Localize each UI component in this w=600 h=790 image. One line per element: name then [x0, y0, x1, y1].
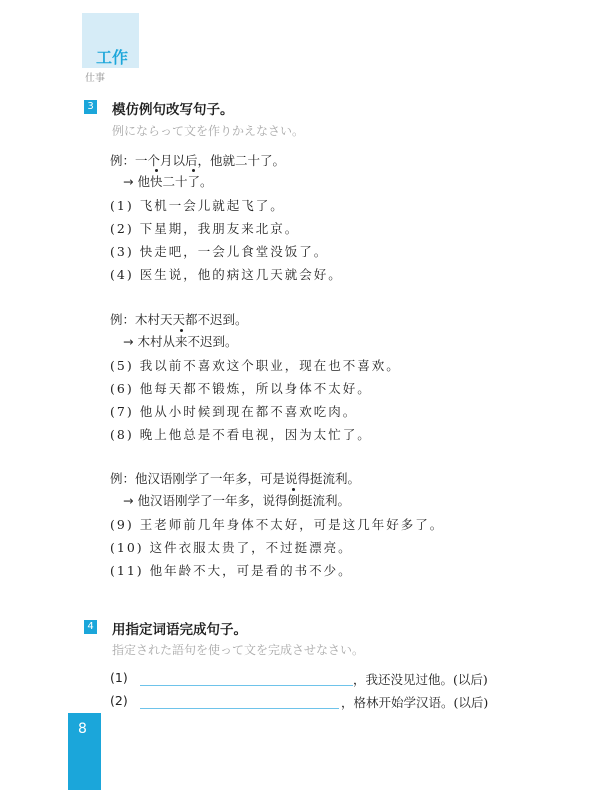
arrow-icon: →	[123, 174, 134, 189]
emphasis-dot: 来	[174, 334, 188, 349]
chapter-title: 工作	[96, 48, 129, 67]
section-3-number: 3	[84, 100, 97, 114]
emphasis-dot: 倒	[287, 493, 300, 508]
exercise-item-7: (7) 他从小时候到现在都不喜欢吃肉。	[110, 404, 358, 419]
chapter-subtitle: 仕事	[85, 73, 105, 84]
arrow-icon: →	[123, 493, 134, 508]
fill-item-2-number: (2)	[110, 693, 128, 708]
exercise-item-8: (8) 晚上他总是不看电视，因为太忙了。	[110, 427, 372, 442]
exercise-item-4: (4) 医生说，他的病这几天就会好。	[110, 267, 343, 282]
example-1-answer: → 他快二十了。	[123, 174, 213, 189]
exercise-item-9: (9) 王老师前几年身体不太好，可是这几年好多了。	[110, 517, 445, 532]
section-3-title: 模仿例句改写句子。	[112, 102, 234, 118]
section-3-instruction: 例にならって文を作りかえなさい。	[112, 124, 305, 138]
answer-blank-2[interactable]	[140, 708, 339, 709]
exercise-item-6: (6) 他每天都不锻炼，所以身体不太好。	[110, 381, 372, 396]
answer-blank-1[interactable]	[140, 685, 353, 686]
fill-item-2-text: ，格林开始学汉语。(以后)	[341, 695, 489, 710]
emphasis-dot: 快	[149, 174, 163, 189]
example-1: 例：一个月以后，他就二十了。	[110, 153, 286, 168]
example-3: 例：他汉语刚学了一年多，可是说得挺流利。	[110, 471, 361, 486]
example-2: 例：木村天天都不迟到。	[110, 312, 248, 327]
fill-item-1-text: ，我还没见过他。(以后)	[353, 672, 488, 687]
exercise-item-5: (5) 我以前不喜欢这个职业，现在也不喜欢。	[110, 358, 401, 373]
exercise-item-10: (10) 这件衣服太贵了，不过挺漂亮。	[110, 540, 353, 555]
exercise-item-1: (1) 飞机一会儿就起飞了。	[110, 198, 285, 213]
emphasis-dot: 了	[187, 174, 201, 189]
exercise-item-11: (11) 他年龄不大，可是看的书不少。	[110, 563, 353, 578]
section-4-title: 用指定词语完成句子。	[112, 622, 247, 638]
section-4-number: 4	[84, 620, 97, 634]
exercise-item-2: (2) 下星期，我朋友来北京。	[110, 221, 300, 236]
example-3-answer: → 他汉语刚学了一年多，说得倒挺流利。	[123, 493, 351, 508]
arrow-icon: →	[123, 334, 134, 349]
example-2-answer: → 木村从来不迟到。	[123, 334, 238, 349]
page-number: 8	[78, 721, 87, 737]
fill-item-1-number: (1)	[110, 670, 128, 685]
section-4-instruction: 指定された語句を使って文を完成させなさい。	[112, 643, 365, 657]
exercise-item-3: (3) 快走吧，一会儿食堂没饭了。	[110, 244, 329, 259]
